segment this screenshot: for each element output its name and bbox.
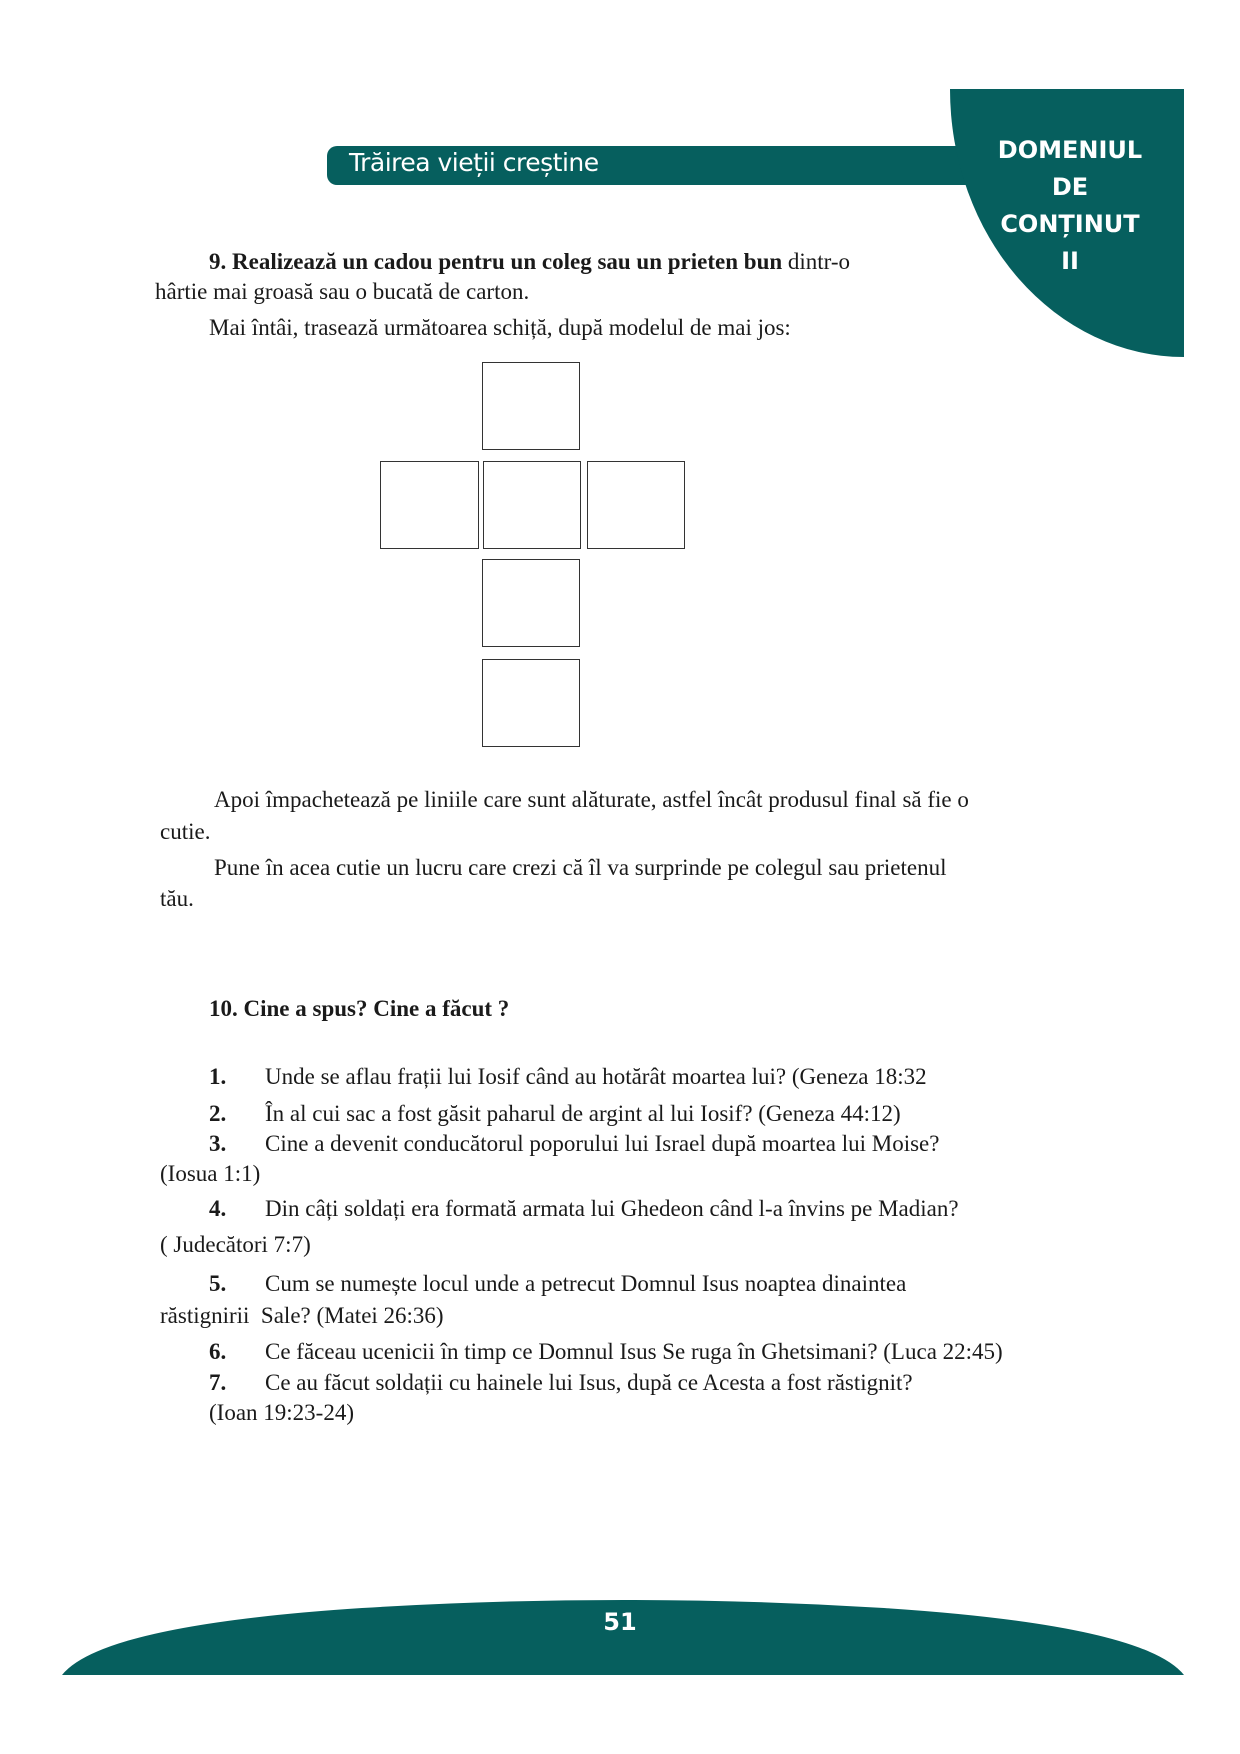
question-item: [209, 1130, 940, 1158]
question-text: Ce făceau ucenicii în timp ce Domnul Isus Se ruga în Ghetsimani? (Luca 22:45): [265, 1339, 1003, 1364]
net-square-right: [587, 461, 685, 549]
domain-line: DE: [1051, 173, 1089, 201]
question-continuation: (Iosua 1:1): [160, 1161, 261, 1186]
page-number: 51: [603, 1608, 637, 1636]
question-number: 7.: [209, 1370, 227, 1395]
domain-line: II: [1061, 247, 1079, 275]
question-continuation: răstignirii Sale? (Matei 26:36): [160, 1303, 444, 1328]
net-square-bottom: [482, 559, 580, 647]
question-item: [209, 1369, 913, 1397]
section-title: Trăirea vieții creștine: [349, 148, 599, 177]
exercise-9-line3: Mai întâi, trasează următoarea schiță, după modelul de mai jos:: [209, 315, 791, 340]
exercise-9-line1: [209, 248, 850, 276]
exercise-10-title: 10. Cine a spus? Cine a făcut ?: [209, 996, 510, 1021]
question-item: [209, 1338, 1003, 1366]
net-square-center: [483, 461, 581, 549]
net-square-left: [380, 461, 479, 549]
domain-line: CONȚINUT: [1000, 210, 1140, 238]
question-text: Ce au făcut soldații cu hainele lui Isus, după ce Acesta a fost răstignit?: [265, 1370, 913, 1395]
domain-label: [980, 132, 1160, 280]
question-item: [209, 1195, 959, 1223]
question-continuation: (Ioan 19:23-24): [209, 1400, 354, 1425]
exercise-9-para2: Apoi împachetează pe liniile care sunt alăturate, astfel încât produsul final să fie o: [214, 787, 969, 812]
question-item: [209, 1063, 927, 1091]
question-number: 4.: [209, 1196, 227, 1221]
exercise-9-line2: hârtie mai groasă sau o bucată de carton.: [155, 279, 530, 304]
question-continuation: ( Judecători 7:7): [160, 1232, 311, 1257]
net-square-lid: [482, 659, 580, 747]
question-text: Cum se numește locul unde a petrecut Domnul Isus noaptea dinaintea: [265, 1271, 907, 1296]
section-header-bar: [327, 146, 1007, 185]
question-item: [209, 1270, 907, 1298]
question-text: Din câți soldați era formată armata lui Ghedeon când l-a învins pe Madian?: [265, 1196, 959, 1221]
question-text: Unde se aflau frații lui Iosif când au hotărât moartea lui? (Geneza 18:32: [265, 1064, 927, 1089]
question-text: În al cui sac a fost găsit paharul de argint al lui Iosif? (Geneza 44:12): [265, 1101, 901, 1126]
domain-line: DOMENIUL: [997, 136, 1143, 164]
question-number: 2.: [209, 1101, 227, 1126]
question-text: Cine a devenit conducătorul poporului lui Israel după moartea lui Moise?: [265, 1131, 940, 1156]
exercise-9-rest: dintr-o: [782, 249, 851, 274]
question-number: 1.: [209, 1064, 227, 1089]
question-number: 6.: [209, 1339, 227, 1364]
exercise-9-para3-cont: tău.: [160, 886, 194, 911]
exercise-9-bold: Realizează un cadou pentru un coleg sau un prieten bun: [232, 249, 783, 274]
question-item: [209, 1100, 901, 1128]
question-number: 3.: [209, 1131, 227, 1156]
exercise-9-para3: Pune în acea cutie un lucru care crezi că îl va surprinde pe colegul sau prietenul: [214, 855, 947, 880]
exercise-9-number: 9.: [209, 249, 227, 274]
question-number: 5.: [209, 1271, 227, 1296]
exercise-9-para2-cont: cutie.: [160, 819, 211, 844]
net-square-top: [482, 362, 580, 450]
